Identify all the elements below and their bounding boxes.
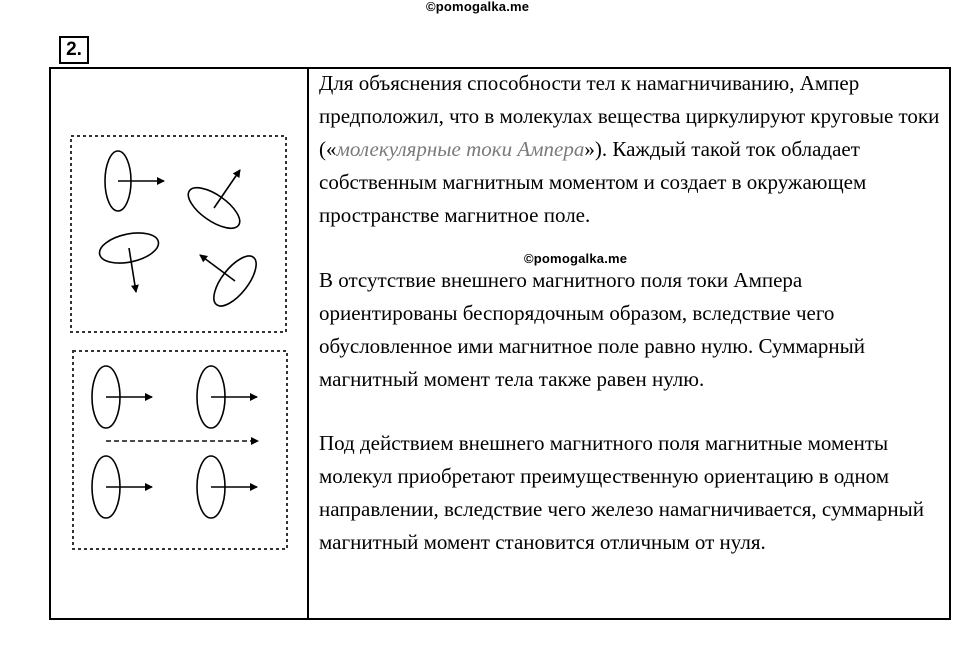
current-loop-1 <box>105 151 164 211</box>
aligned-orientation-box <box>73 351 287 549</box>
table-divider <box>307 67 309 620</box>
aligned-loop-3 <box>92 456 152 518</box>
aligned-loop-4 <box>197 456 257 518</box>
watermark-middle: ©pomogalka.me <box>524 251 628 266</box>
amperian-currents-figure <box>60 125 300 565</box>
paragraph1-before: Для объяснения способности тел к намагничиванию, Ампер предположил, что в молекулах вещества циркулируют круговые токи (« <box>319 71 940 161</box>
paragraph-external-field: Под действием внешнего магнитного поля магнитные моменты молекул приобретают преимущественную ориентацию в одном направлении, вследствие чего железо намагничивается, суммарный магнитный момент становится отличным от нуля. <box>319 431 925 554</box>
molecular-currents-term: молекулярные токи Ампера <box>336 137 585 161</box>
paragraph1-after: »). Каждый такой ток обладает собственным магнитным моментом и создает в окружающем пространстве магнитное поле. <box>319 137 867 227</box>
paragraph-no-external-field: В отсутствие внешнего магнитного поля токи Ампера ориентированы беспорядочным образом, вследствие чего обусловленное ими магнитное поле равно нулю. Суммарный магнитный момент тела также равен нулю. <box>319 268 866 391</box>
random-orientation-box <box>71 136 286 332</box>
watermark-top: ©pomogalka.me <box>426 0 530 14</box>
task-number: 2. <box>59 36 89 64</box>
aligned-loop-2 <box>197 366 257 428</box>
current-loop-2 <box>182 170 246 236</box>
current-loop-4 <box>200 249 264 312</box>
aligned-loop-1 <box>92 366 152 428</box>
paragraph-ampere-hypothesis <box>319 67 944 232</box>
current-loop-3 <box>97 228 162 292</box>
